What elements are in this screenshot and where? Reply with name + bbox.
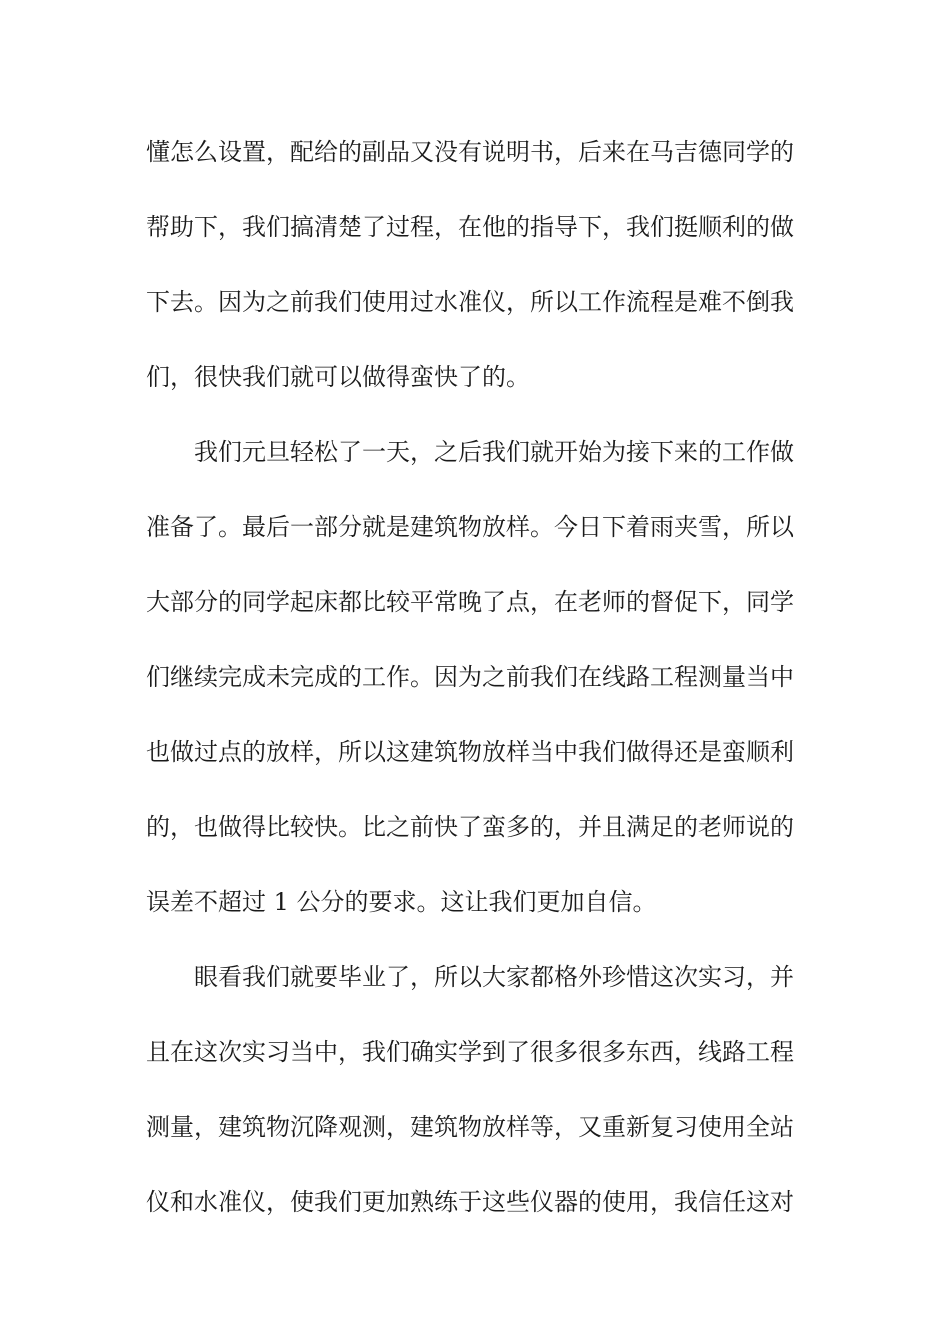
text-line: 误差不超过 1 公分的要求。这让我们更加自信。 bbox=[146, 888, 657, 916]
paragraph-3 bbox=[146, 955, 806, 1255]
text-line: 我们元旦轻松了一天，之后我们就开始为接下来的工作做 bbox=[194, 438, 794, 466]
text-line: 测量，建筑物沉降观测，建筑物放样等，又重新复习使用全站 bbox=[146, 1113, 794, 1141]
text-line: 也做过点的放样，所以这建筑物放样当中我们做得还是蛮顺利 bbox=[146, 738, 794, 766]
text-line: 们继续完成未完成的工作。因为之前我们在线路工程测量当中 bbox=[146, 663, 794, 691]
text-line: 的，也做得比较快。比之前快了蛮多的，并且满足的老师说的 bbox=[146, 813, 794, 841]
paragraph-2 bbox=[146, 430, 806, 955]
text-line: 准备了。最后一部分就是建筑物放样。今日下着雨夹雪，所以 bbox=[146, 513, 794, 541]
text-line: 大部分的同学起床都比较平常晚了点，在老师的督促下，同学 bbox=[146, 588, 794, 616]
text-line: 仪和水准仪，使我们更加熟练于这些仪器的使用，我信任这对 bbox=[146, 1188, 794, 1216]
document-body bbox=[146, 130, 806, 1255]
text-line: 帮助下，我们搞清楚了过程，在他的指导下，我们挺顺利的做 bbox=[146, 213, 794, 241]
text-line: 懂怎么设置，配给的副品又没有说明书，后来在马吉德同学的 bbox=[146, 138, 794, 166]
text-line: 眼看我们就要毕业了，所以大家都格外珍惜这次实习，并 bbox=[194, 963, 794, 991]
text-line: 下去。因为之前我们使用过水准仪，所以工作流程是难不倒我 bbox=[146, 288, 794, 316]
text-line: 且在这次实习当中，我们确实学到了很多很多东西，线路工程 bbox=[146, 1038, 794, 1066]
text-line: 们，很快我们就可以做得蛮快了的。 bbox=[146, 363, 530, 391]
paragraph-1 bbox=[146, 130, 806, 430]
